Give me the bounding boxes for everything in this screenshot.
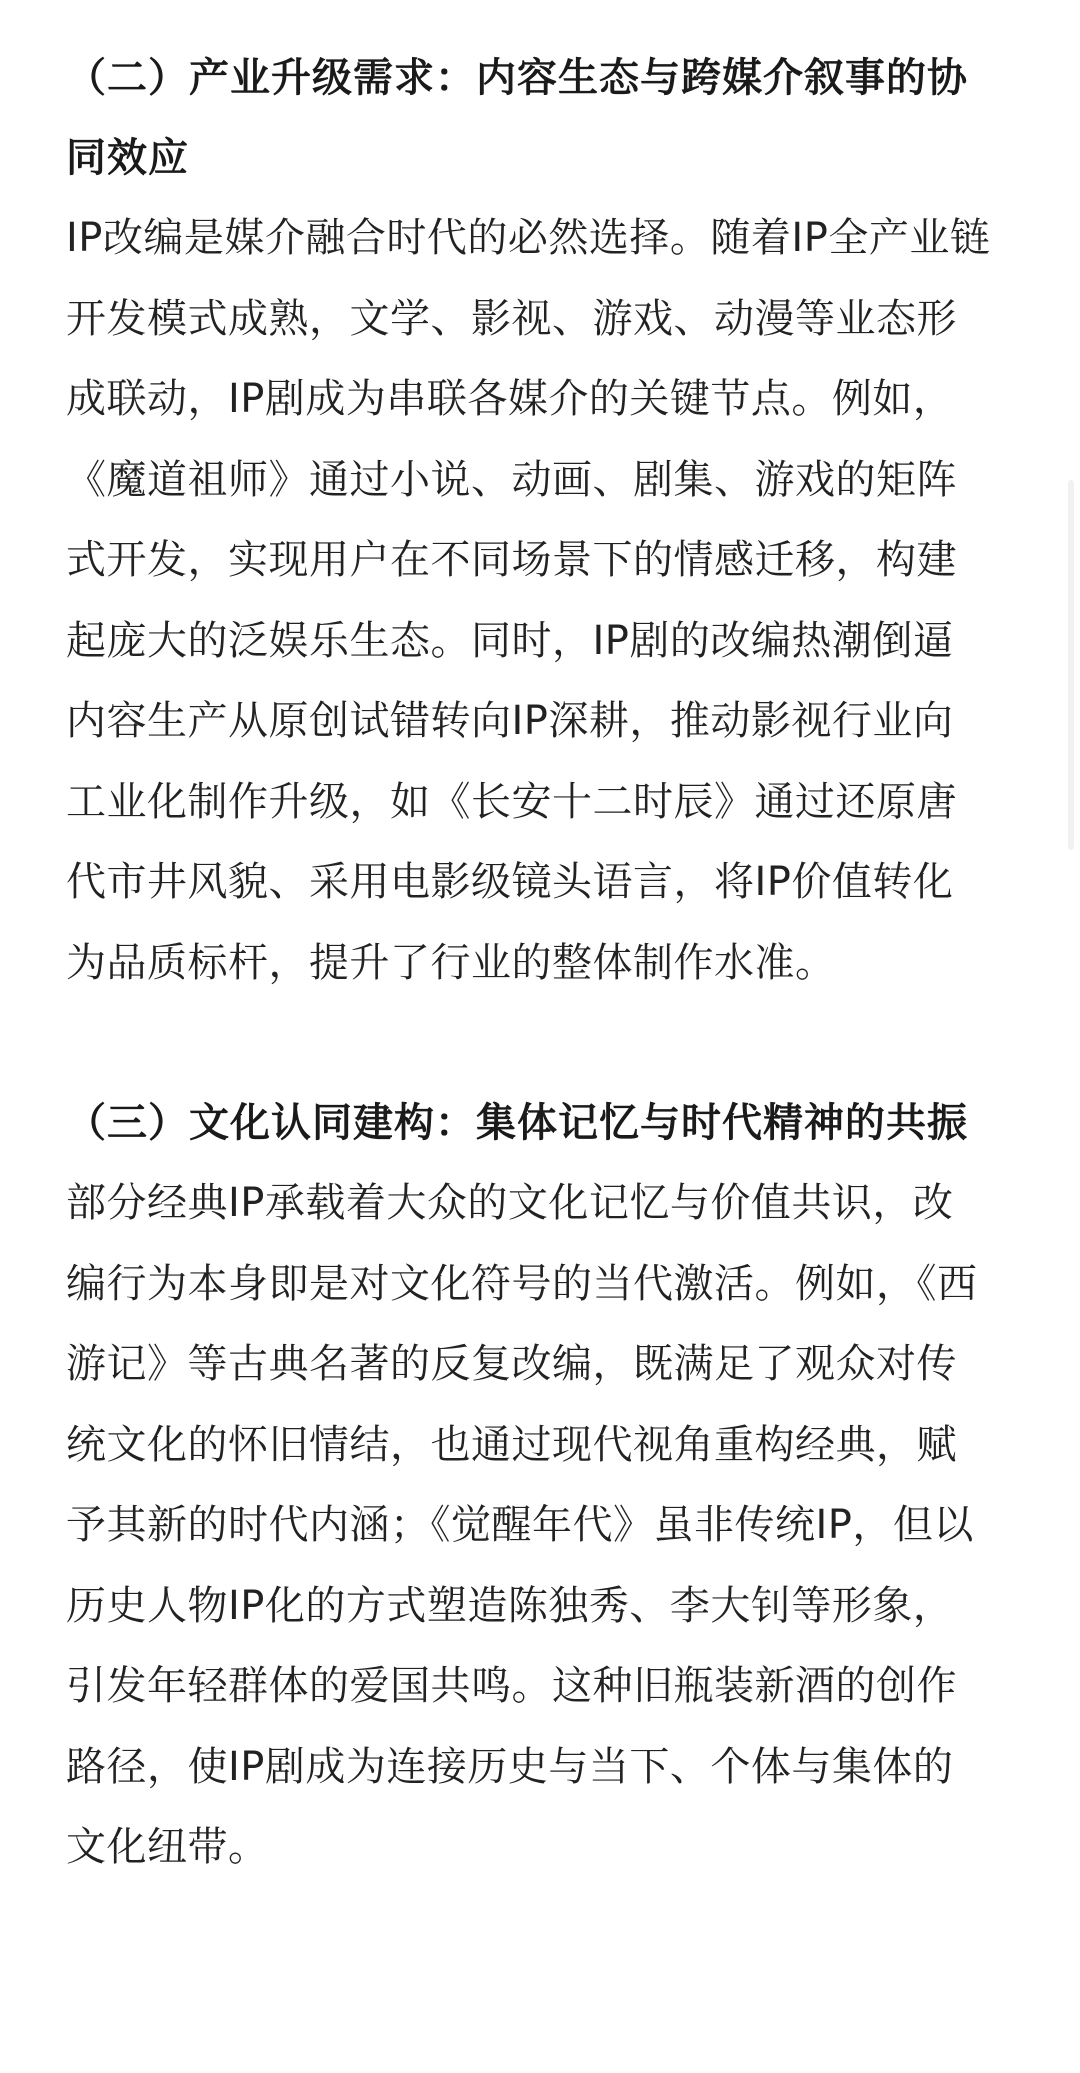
section-heading: （二）产业升级需求：内容生态与跨媒介叙事的协同效应	[66, 55, 968, 181]
section-divider-space	[66, 1003, 991, 1083]
section-heading: （三）文化认同建构：集体记忆与时代精神的共振	[66, 1100, 968, 1146]
section-paragraph: IP改编是媒介融合时代的必然选择。随着IP全产业链开发模式成熟，文学、影视、游戏、动漫等业态形成联动，IP剧成为串联各媒介的关键节点。例如，《魔道祖师》通过小说、动画、剧集、游戏的矩阵式开发，实现用户在不同场景下的情感迁移，构建起庞大的泛娱乐生态。同时，IP剧的改编热潮倒逼内容生产从原创试错转向IP深耕，推动影视行业向工业化制作升级，如《长安十二时辰》通过还原唐代市井风貌、采用电影级镜头语言，将IP价值转化为品质标杆，提升了行业的整体制作水准。	[66, 215, 991, 986]
section-industry-upgrade	[66, 38, 991, 1003]
article-content	[66, 38, 991, 1888]
scrollbar-thumb[interactable]	[1068, 480, 1074, 850]
section-cultural-identity	[66, 1083, 991, 1888]
section-paragraph: 部分经典IP承载着大众的文化记忆与价值共识，改编行为本身即是对文化符号的当代激活。例如，《西游记》等古典名著的反复改编，既满足了观众对传统文化的怀旧情结，也通过现代视角重构经典，赋予其新的时代内涵；《觉醒年代》虽非传统IP，但以历史人物IP化的方式塑造陈独秀、李大钊等形象，引发年轻群体的爱国共鸣。这种旧瓶装新酒的创作路径，使IP剧成为连接历史与当下、个体与集体的文化纽带。	[66, 1180, 978, 1870]
